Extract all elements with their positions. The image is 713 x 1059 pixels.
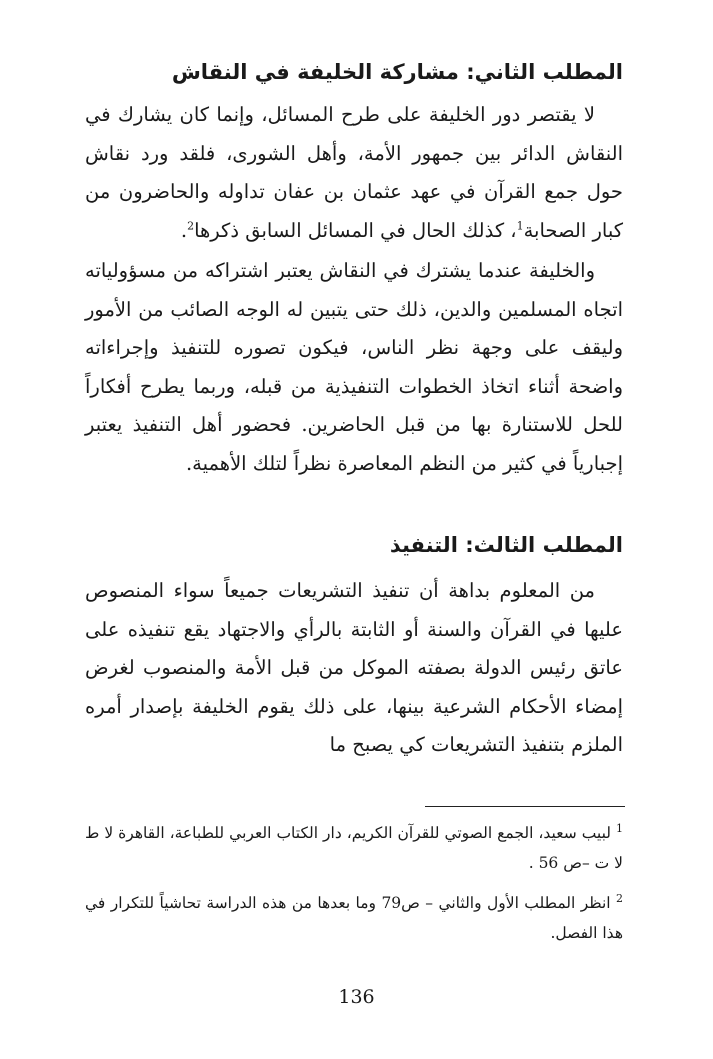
- paragraph-text: والخليفة عندما يشترك في النقاش يعتبر اشتراكه من مسؤولياته اتجاه المسلمين والدين، ذلك حتى يتبين له الوجه الصائب من الأمور وليقف على وجهة نظر الناس، فيكون تصوره للتنفيذ وإجراءاته واضحة أثناء اتخاذ الخطوات التنفيذية من قبله، وربما يطرح أفكاراً للحل للاستنارة بها من قبل الحاضرين. فحضور أهل التنفيذ يعتبر إجبارياً في كثير من النظم المعاصرة نظراً لتلك الأهمية.: [85, 259, 623, 475]
- footnote-2: [85, 888, 623, 948]
- page-number: 136: [338, 986, 375, 1008]
- footnote-ref-1[interactable]: 1: [516, 219, 524, 232]
- footnote-text: لبيب سعيد، الجمع الصوتي للقرآن الكريم، دار الكتاب العربي للطباعة، القاهرة لا ط لا ت –ص 56 .: [85, 824, 623, 872]
- footnote-number: 1: [616, 821, 624, 835]
- paragraph-caliph-responsibility: [85, 252, 623, 483]
- footnote-1: [85, 818, 623, 878]
- paragraph-text: .: [180, 218, 188, 242]
- paragraph-text: ، كذلك الحال في المسائل السابق ذكرها: [194, 218, 517, 242]
- section-heading-execution: المطلب الثالث: التنفيذ: [389, 533, 623, 557]
- footnote-separator: [425, 806, 625, 807]
- footnote-ref-2[interactable]: 2: [187, 219, 195, 232]
- footnote-text: انظر المطلب الأول والثاني – ص79 وما بعدها من هذه الدراسة تحاشياً للتكرار في هذا الفصل.: [85, 894, 623, 942]
- paragraph-text: من المعلوم بداهة أن تنفيذ التشريعات جميعاً سواء المنصوص عليها في القرآن والسنة أو الثابتة بالرأي والاجتهاد يقع تنفيذه على عاتق رئيس الدولة بصفته الموكل من قبل الأمة والمنصوب لغرض إمضاء الأحكام الشرعية بينها، على ذلك يقوم الخليفة بإصدار أمره الملزم بتنفيذ التشريعات كي يصبح ما: [85, 579, 623, 756]
- paragraph-caliph-debate: [85, 96, 623, 250]
- footnote-number: 2: [616, 891, 623, 905]
- section-heading-caliph-participation: المطلب الثاني: مشاركة الخليفة في النقاش: [171, 60, 623, 84]
- paragraph-execution: [85, 572, 623, 765]
- paragraph-text: لا يقتصر دور الخليفة على طرح المسائل، وإنما كان يشارك في النقاش الدائر بين جمهور الأمة، وأهل الشورى، فلقد ورد نقاش حول جمع القرآن في عهد عثمان بن عفان تداوله والحاضرون من كبار الصحابة: [85, 103, 623, 242]
